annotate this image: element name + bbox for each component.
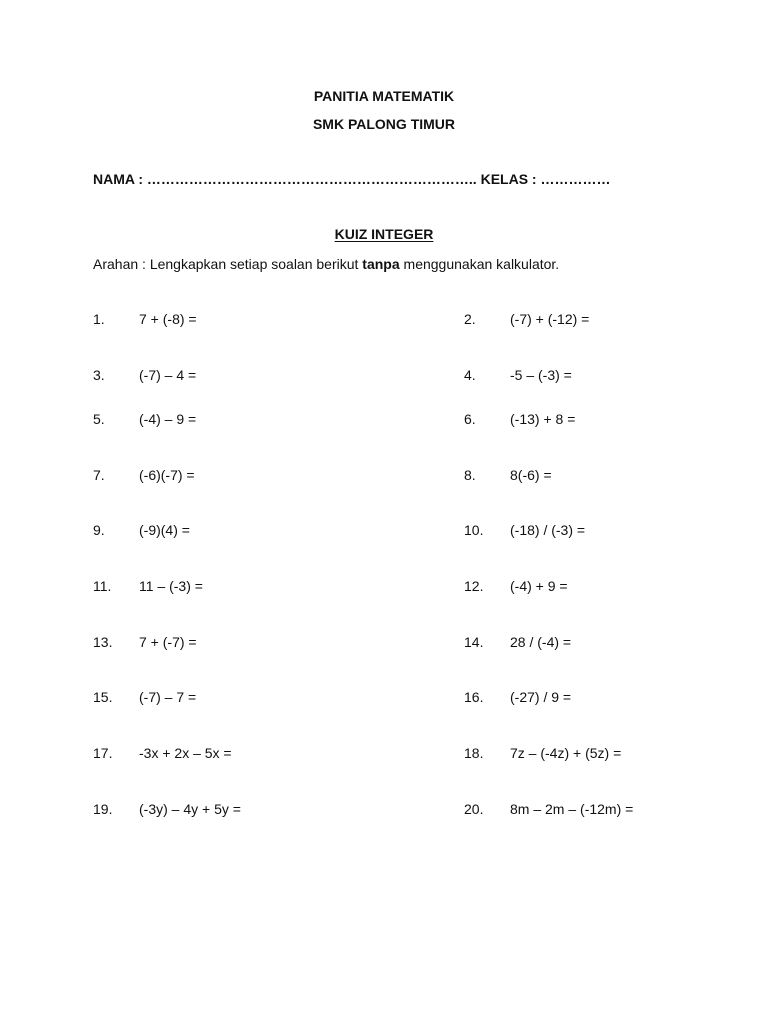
question-item: [464, 311, 744, 331]
question-item: [93, 689, 423, 709]
question-expression: 28 / (-4) =: [510, 634, 572, 650]
question-number: 14.: [464, 634, 484, 650]
question-number: 7.: [93, 467, 105, 483]
department-title: PANITIA MATEMATIK: [313, 88, 455, 104]
question-expression: (-9)(4) =: [139, 522, 190, 538]
question-number: 17.: [93, 745, 113, 761]
student-info-line: [93, 171, 610, 187]
question-number: 11.: [93, 578, 112, 594]
question-number: 4.: [464, 367, 476, 383]
name-blank: ……………………………………………………………..: [146, 171, 477, 187]
question-expression: (-7) – 7 =: [139, 689, 197, 705]
question-item: [93, 367, 423, 387]
question-number: 16.: [464, 689, 484, 705]
question-item: [93, 522, 423, 542]
question-item: [464, 578, 744, 598]
quiz-title: [0, 226, 768, 242]
question-expression: 7 + (-7) =: [139, 634, 197, 650]
question-item: [464, 745, 744, 765]
instruction-prefix: Arahan : Lengkapkan setiap soalan berikut: [93, 256, 359, 272]
question-expression: (-4) + 9 =: [510, 578, 568, 594]
question-item: [464, 689, 744, 709]
question-item: [464, 801, 744, 821]
question-number: 9.: [93, 522, 105, 538]
question-item: [464, 367, 744, 387]
question-expression: (-7) + (-12) =: [510, 311, 590, 327]
instruction: [93, 256, 559, 272]
question-number: 2.: [464, 311, 476, 327]
question-item: [464, 411, 744, 431]
class-label: KELAS :: [480, 171, 537, 187]
question-number: 19.: [93, 801, 113, 817]
question-number: 15.: [93, 689, 113, 705]
question-item: [93, 745, 423, 765]
question-expression: 7 + (-8) =: [139, 311, 197, 327]
quiz-title-text: KUIZ INTEGER: [334, 226, 434, 242]
question-expression: -5 – (-3) =: [510, 367, 572, 383]
question-item: [464, 634, 744, 654]
question-expression: (-18) / (-3) =: [510, 522, 586, 538]
instruction-emphasis: tanpa: [362, 256, 400, 272]
question-number: 5.: [93, 411, 105, 427]
question-number: 12.: [464, 578, 484, 594]
question-expression: (-4) – 9 =: [139, 411, 197, 427]
question-expression: 7z – (-4z) + (5z) =: [510, 745, 622, 761]
question-number: 18.: [464, 745, 484, 761]
question-expression: (-3y) – 4y + 5y =: [139, 801, 241, 817]
question-number: 3.: [93, 367, 105, 383]
question-expression: (-27) / 9 =: [510, 689, 572, 705]
question-number: 13.: [93, 634, 113, 650]
question-item: [93, 578, 423, 598]
question-number: 1.: [93, 311, 105, 327]
question-item: [93, 634, 423, 654]
question-expression: (-6)(-7) =: [139, 467, 195, 483]
question-expression: (-13) + 8 =: [510, 411, 576, 427]
question-item: [93, 411, 423, 431]
question-item: [93, 311, 423, 331]
name-label: NAMA :: [93, 171, 144, 187]
question-number: 8.: [464, 467, 476, 483]
question-expression: 8m – 2m – (-12m) =: [510, 801, 634, 817]
question-item: [93, 467, 423, 487]
question-expression: -3x + 2x – 5x =: [139, 745, 232, 761]
school-name: SMK PALONG TIMUR: [312, 116, 456, 132]
question-expression: (-7) – 4 =: [139, 367, 197, 383]
class-blank: ……………: [540, 171, 611, 187]
question-number: 20.: [464, 801, 484, 817]
question-expression: 8(-6) =: [510, 467, 552, 483]
question-number: 10.: [464, 522, 484, 538]
question-expression: 11 – (-3) =: [139, 578, 203, 594]
instruction-suffix: menggunakan kalkulator.: [403, 256, 560, 272]
question-item: [93, 801, 423, 821]
question-item: [464, 522, 744, 542]
question-item: [464, 467, 744, 487]
question-number: 6.: [464, 411, 476, 427]
